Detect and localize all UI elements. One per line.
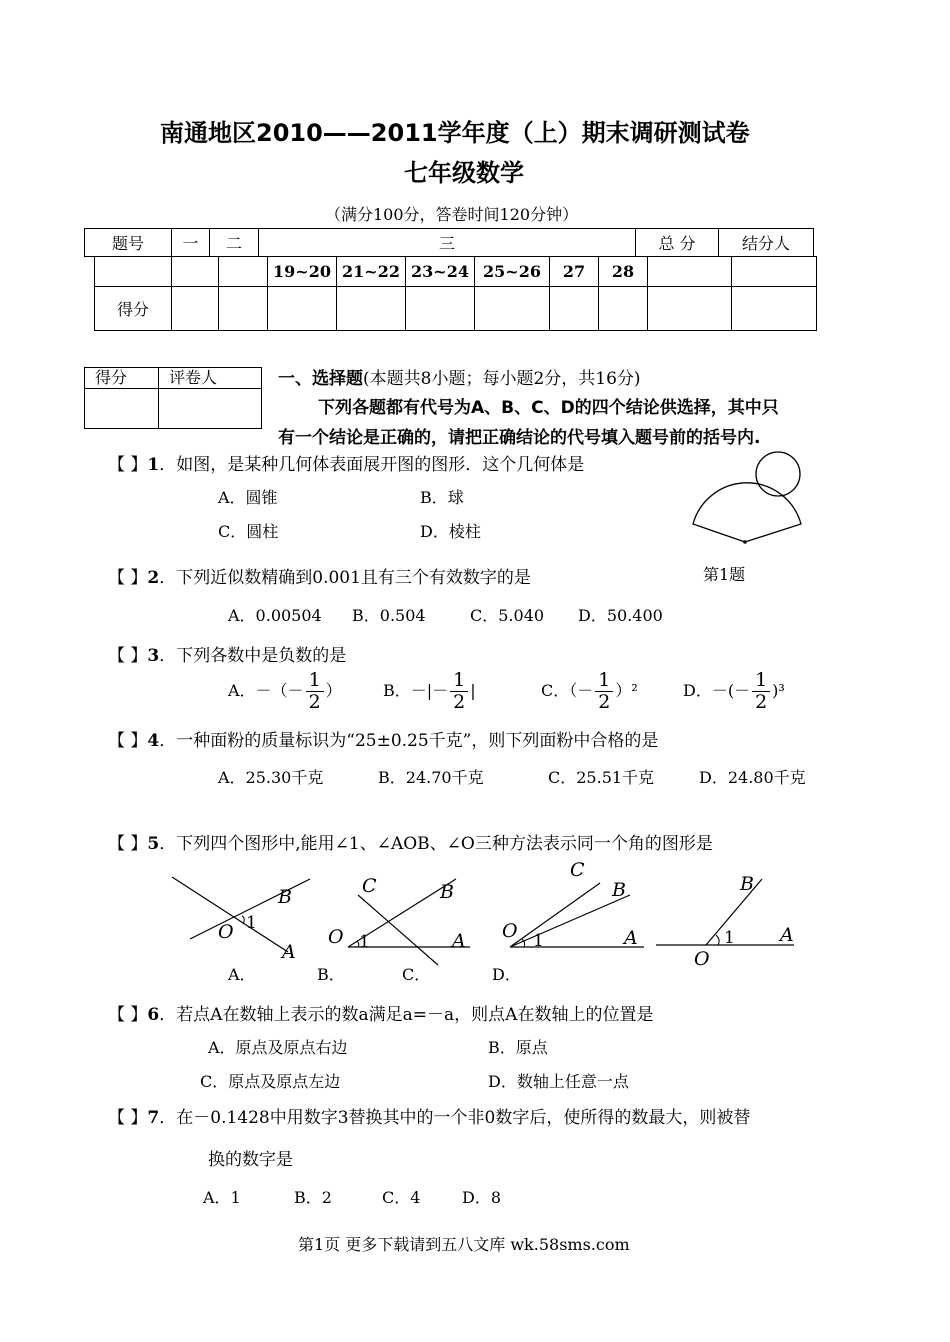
q6-text: ．若点A在数轴上表示的数a满足a=－a，则点A在数轴上的位置是 xyxy=(159,1005,654,1025)
q7-option-c: C．4 xyxy=(382,1188,421,1207)
q4-num: 4 xyxy=(147,731,160,751)
q2-option-a: A．0.00504 xyxy=(228,606,322,625)
q5-stem xyxy=(108,829,713,854)
q3-option-d xyxy=(683,670,785,713)
q3-c-prefix: C．（－ xyxy=(541,681,594,700)
q2-num: 2 xyxy=(147,568,160,588)
col-grader: 结分人 xyxy=(719,229,814,257)
answer-bracket[interactable]: 【 】 xyxy=(108,1108,148,1128)
q5-num: 5 xyxy=(147,834,160,854)
q3-a-prefix: A．－（－ xyxy=(228,681,304,700)
q7-option-a: A．1 xyxy=(203,1188,241,1207)
q1-figure xyxy=(685,448,815,558)
label-a: A xyxy=(452,930,466,952)
q1-figure-caption: 第1题 xyxy=(703,565,746,584)
q6-option-c: C．原点及原点左边 xyxy=(200,1072,341,1091)
section-instr-1: 下列各题都有代号为A、B、C、D的四个结论供选择，其中只 xyxy=(318,398,779,418)
score-cell[interactable] xyxy=(648,287,732,331)
section-title: 一、选择题 xyxy=(278,369,363,389)
label-o: O xyxy=(218,921,234,943)
grader-box xyxy=(84,367,262,429)
sub-col: 23~24 xyxy=(406,257,475,287)
q5-figure-a xyxy=(172,877,310,963)
label-o: O xyxy=(502,920,518,942)
answer-bracket[interactable]: 【 】 xyxy=(108,731,148,751)
q3-option-a xyxy=(228,670,342,713)
q4-option-d: D．24.80千克 xyxy=(699,768,806,787)
answer-bracket[interactable]: 【 】 xyxy=(108,834,148,854)
q1-option-d: D．棱柱 xyxy=(420,522,481,541)
q5-figure-b xyxy=(328,875,470,965)
q5-option-a: A． xyxy=(228,965,256,984)
q5-figure-d xyxy=(656,873,794,970)
label-a: A xyxy=(282,941,296,963)
label-a: A xyxy=(780,924,794,946)
q5-figure-c xyxy=(502,859,644,951)
fraction xyxy=(752,670,770,713)
q3-a-suffix: ） xyxy=(325,681,342,700)
answer-bracket[interactable]: 【 】 xyxy=(108,455,148,475)
line-oc xyxy=(510,883,600,947)
q3-option-b xyxy=(383,670,476,713)
q6-num: 6 xyxy=(147,1005,160,1025)
q5-option-c: C． xyxy=(402,965,431,984)
col-total: 总 分 xyxy=(636,229,719,257)
frac-den: 2 xyxy=(598,691,611,713)
q5-figures xyxy=(160,855,810,985)
label-b: B xyxy=(278,886,292,908)
q3-text: ．下列各数中是负数的是 xyxy=(159,646,347,666)
q7-num: 7 xyxy=(147,1108,160,1128)
q1-option-b: B．球 xyxy=(420,488,464,507)
frac-num: 1 xyxy=(595,670,613,692)
label-1: 1 xyxy=(724,928,735,948)
q3-b-prefix: B．－|－ xyxy=(383,681,449,700)
q1-circle xyxy=(756,452,800,496)
q4-option-a: A．25.30千克 xyxy=(218,768,324,787)
section-instr-2: 有一个结论是正确的，请把正确结论的代号填入题号前的括号内. xyxy=(278,428,761,448)
q4-option-c: C．25.51千克 xyxy=(548,768,655,787)
q5-option-b: B． xyxy=(317,965,345,984)
q4-stem xyxy=(108,726,658,751)
q1-stem xyxy=(108,450,584,475)
frac-den: 2 xyxy=(453,691,466,713)
q1-option-a: A．圆锥 xyxy=(218,488,278,507)
label-1: 1 xyxy=(359,932,370,952)
frac-num: 1 xyxy=(752,670,770,692)
q2-option-d: D．50.400 xyxy=(578,606,663,625)
exam-info: （满分100分，答卷时间120分钟） xyxy=(325,205,579,224)
label-a: A xyxy=(624,927,638,949)
col-three: 三 xyxy=(259,229,636,257)
q1-num: 1 xyxy=(147,455,160,475)
score-table xyxy=(84,228,814,257)
col-one: 一 xyxy=(172,229,210,257)
score-cell[interactable] xyxy=(406,287,475,331)
score-cell[interactable] xyxy=(268,287,337,331)
q3-d-suffix: )³ xyxy=(772,681,785,700)
grader-reviewer-label: 评卷人 xyxy=(159,368,262,389)
fraction xyxy=(595,670,613,713)
score-cell[interactable] xyxy=(475,287,550,331)
q3-d-prefix: D．－(－ xyxy=(683,681,751,700)
line-oc xyxy=(358,895,438,965)
answer-bracket[interactable]: 【 】 xyxy=(108,1005,148,1025)
label-b: B xyxy=(440,881,454,903)
label-c: C xyxy=(570,859,585,881)
q3-c-suffix: ）² xyxy=(615,681,638,700)
q7-text: ．在－0.1428中用数字3替换其中的一个非0数字后，使所得的数最大，则被替 xyxy=(159,1108,751,1128)
q7-option-b: B．2 xyxy=(294,1188,332,1207)
q2-option-b: B．0.504 xyxy=(352,606,426,625)
score-cell[interactable] xyxy=(550,287,599,331)
label-1: 1 xyxy=(533,931,544,951)
q1-sector xyxy=(693,483,801,542)
label-c: C xyxy=(362,875,377,897)
score-subtable xyxy=(94,256,817,331)
q7-text-cont: 换的数字是 xyxy=(208,1150,293,1170)
label-1: 1 xyxy=(246,913,257,933)
exam-subtitle: 七年级数学 xyxy=(404,159,524,187)
q2-text: ．下列近似数精确到0.001且有三个有效数字的是 xyxy=(159,568,531,588)
fraction xyxy=(306,670,324,713)
grader-reviewer-cell[interactable] xyxy=(159,389,262,429)
q5-option-d: D． xyxy=(492,965,521,984)
q5-text: ．下列四个图形中,能用∠1、∠AOB、∠O三种方法表示同一个角的图形是 xyxy=(159,834,713,854)
frac-den: 2 xyxy=(308,691,321,713)
sub-col: 19~20 xyxy=(268,257,337,287)
q2-option-c: C．5.040 xyxy=(470,606,545,625)
q7-option-d: D．8 xyxy=(462,1188,502,1207)
q1-sector-center xyxy=(743,540,747,544)
q3-option-c xyxy=(541,670,638,713)
q3-b-suffix: | xyxy=(470,681,476,700)
q4-text: ．一种面粉的质量标识为“25±0.25千克”，则下列面粉中合格的是 xyxy=(159,731,659,751)
label-b: B xyxy=(740,873,754,895)
fraction xyxy=(450,670,468,713)
score-cell[interactable] xyxy=(219,287,268,331)
score-cell[interactable] xyxy=(172,287,219,331)
col-tihao: 题号 xyxy=(85,229,172,257)
q4-option-b: B．24.70千克 xyxy=(378,768,484,787)
page-footer: 第1页 更多下载请到五八文库 wk.58sms.com xyxy=(298,1235,630,1254)
angle-arc xyxy=(716,935,719,945)
label-o: O xyxy=(694,948,710,970)
q6-option-d: D．数轴上任意一点 xyxy=(488,1072,629,1091)
q1-text: ．如图，是某种几何体表面展开图的图形．这个几何体是 xyxy=(159,455,585,475)
section-note: (本题共8小题；每小题2分，共16分) xyxy=(363,369,641,389)
q3-num: 3 xyxy=(147,646,160,666)
frac-den: 2 xyxy=(755,691,768,713)
sub-col: 27 xyxy=(550,257,599,287)
q1-option-c: C．圆柱 xyxy=(218,522,279,541)
score-cell[interactable] xyxy=(732,287,817,331)
sub-col: 21~22 xyxy=(337,257,406,287)
score-cell[interactable] xyxy=(337,287,406,331)
q6-option-a: A．原点及原点右边 xyxy=(208,1038,348,1057)
score-cell[interactable] xyxy=(599,287,648,331)
frac-num: 1 xyxy=(450,670,468,692)
q7-stem xyxy=(108,1103,750,1128)
q6-stem xyxy=(108,1000,653,1025)
answer-bracket[interactable]: 【 】 xyxy=(108,646,148,666)
score-row-label: 得分 xyxy=(95,287,172,331)
frac-num: 1 xyxy=(306,670,324,692)
q6-option-b: B．原点 xyxy=(488,1038,548,1057)
label-o: O xyxy=(328,926,344,948)
q2-stem xyxy=(108,563,531,588)
sub-col: 28 xyxy=(599,257,648,287)
grader-score-cell[interactable] xyxy=(85,389,159,429)
answer-bracket[interactable]: 【 】 xyxy=(108,568,148,588)
col-two: 二 xyxy=(210,229,259,257)
label-b: B xyxy=(612,879,626,901)
q3-stem xyxy=(108,641,346,666)
line-ob xyxy=(510,895,630,947)
section-heading xyxy=(278,364,641,389)
exam-title: 南通地区2010——2011学年度（上）期末调研测试卷 xyxy=(160,119,750,147)
grader-score-label: 得分 xyxy=(85,368,159,389)
sub-col: 25~26 xyxy=(475,257,550,287)
